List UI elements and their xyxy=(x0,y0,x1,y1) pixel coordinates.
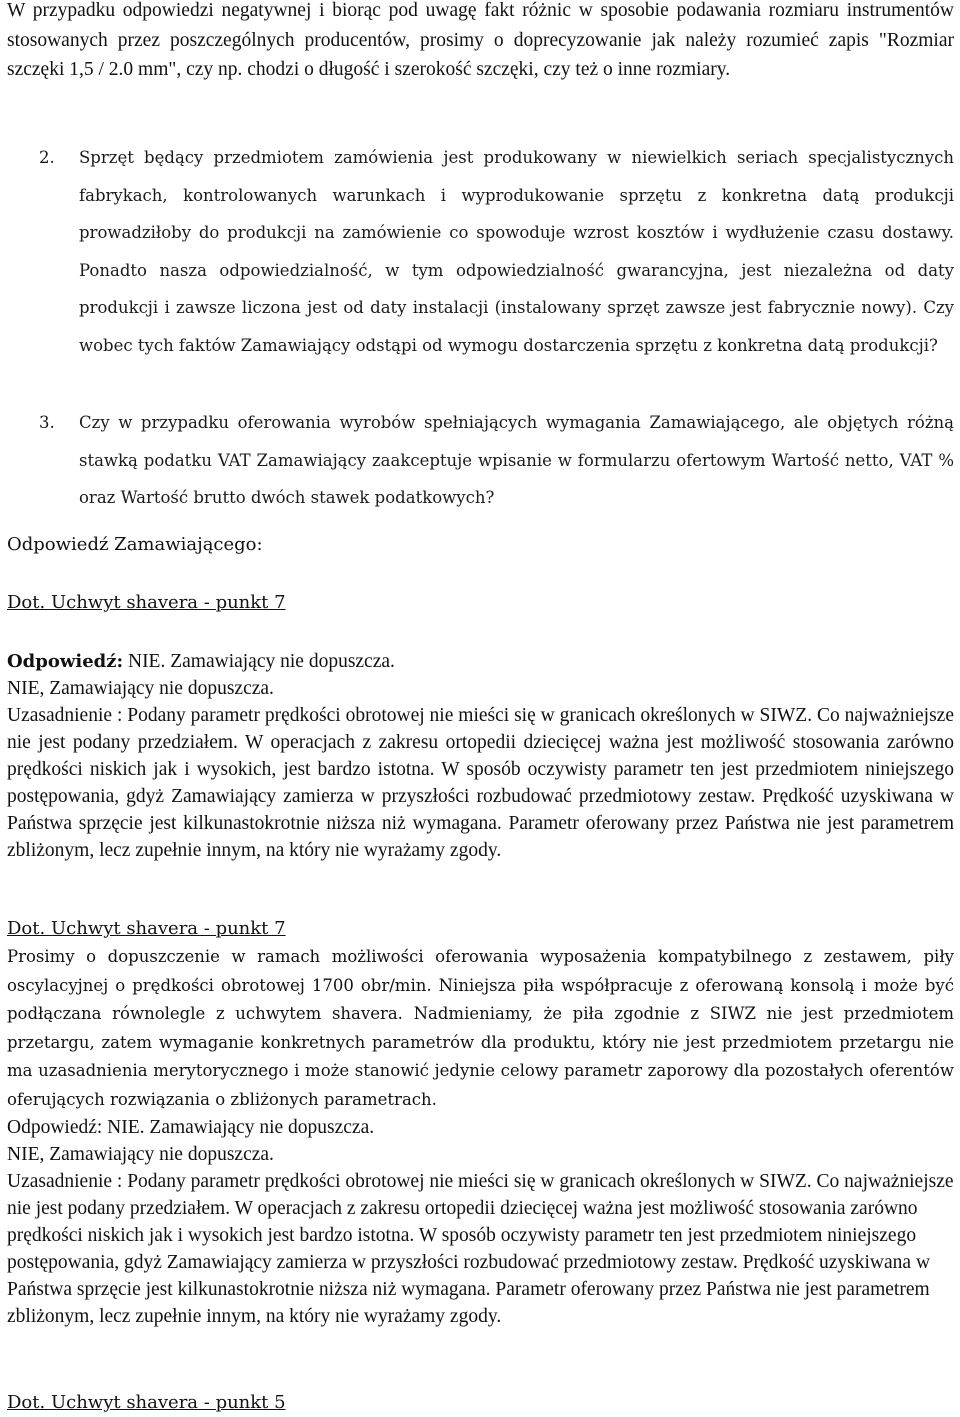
intro-paragraph: W przypadku odpowiedzi negatywnej i biorąc pod uwagę fakt różnic w sposobie podawania rozmiaru instrumentów stosowanych przez poszczególnych producentów, prosimy o doprecyzowanie jak należy rozumieć zapis "Rozmiar szczęki 1,5 / 2.0 mm", czy np. chodzi o długość i szerokość szczęki, czy też o inne rozmiary. xyxy=(7,0,954,80)
section-2-answer: Odpowiedź: NIE. Zamawiający nie dopuszcza. xyxy=(7,1117,375,1138)
section-2-justification: Uzasadnienie : Podany parametr prędkości obrotowej nie mieści się w granicach określonych w SIWZ. Co najważniejsze nie jest podany przedziałem. W operacjach z zakresu ortopedii dziecięcej ważna jest możliwość stosowania zarówno prędkości niskich jak i wysokich jest bardzo istotna. W sposób oczywisty parametr ten jest przedmiotem niniejszego postępowania, gdyż Zamawiający zamierza w przyszłości rozbudować przedmiotowy zestaw. Prędkość uzyskiwana w Państwa sprzęcie jest kilkunastokrotnie niższa niż wymagana. Parametr oferowany przez Państwa nie jest parametrem zbliżonym, lecz zupełnie innym, na który nie wyrażamy zgody. xyxy=(7,1171,954,1327)
section-1-line2: NIE, Zamawiający nie dopuszcza. xyxy=(7,678,274,699)
question-text: Sprzęt będący przedmiotem zamówienia jest produkowany w niewielkich seriach specjalistycznych fabrykach, kontrolowanych warunkach i wyprodukowanie sprzętu z konkretna datą produkcji prowadziłoby do produkcji na zamówienie co spowoduje wzrost kosztów i wydłużenie czasu dostawy. Ponadto nasza odpowiedzialność, w tym odpowiedzialność gwarancyjna, jest niezależna od daty produkcji i zawsze liczona jest od daty instalacji (instalowany sprzęt zawsze jest fabrycznie nowy). Czy wobec tych faktów Zamawiający odstąpi od wymogu dostarczenia sprzętu z konkretna datą produkcji? xyxy=(79,148,954,355)
question-text: Czy w przypadku oferowania wyrobów spełniających wymagania Zamawiającego, ale objętych różną stawką podatku VAT Zamawiający zaakceptuje wpisanie w formularzu ofertowym Wartość netto, VAT % oraz Wartość brutto dwóch stawek podatkowych? xyxy=(79,413,954,507)
question-3 xyxy=(39,404,954,517)
section-1-justification: Uzasadnienie : Podany parametr prędkości obrotowej nie mieści się w granicach określonych w SIWZ. Co najważniejsze nie jest podany przedziałem. W operacjach z zakresu ortopedii dziecięcej ważna jest możliwość stosowania zarówno prędkości niskich jak i wysokich, jest bardzo istotna. W sposób oczywisty parametr ten jest przedmiotem niniejszego postępowania, gdyż Zamawiający zamierza w przyszłości rozbudować przedmiotowy zestaw. Prędkość uzyskiwana w Państwa sprzęcie jest kilkunastokrotnie niższa niż wymagana. Parametr oferowany przez Państwa nie jest parametrem zbliżonym, lecz zupełnie innym, na który nie wyrażamy zgody. xyxy=(7,705,954,861)
question-number: 2. xyxy=(39,148,55,167)
answer-label: Odpowiedź: xyxy=(7,651,124,672)
answer-value: NIE. Zamawiający nie dopuszcza. xyxy=(123,651,395,672)
answer-heading: Odpowiedź Zamawiającego: xyxy=(7,534,263,555)
section-2-title: Dot. Uchwyt shavera - punkt 7 xyxy=(7,918,286,939)
section-2-body xyxy=(7,1114,954,1330)
section-3-title: Dot. Uchwyt shavera - punkt 5 xyxy=(7,1392,286,1413)
question-number: 3. xyxy=(39,413,55,432)
section-2-line2: NIE, Zamawiający nie dopuszcza. xyxy=(7,1144,274,1165)
section-1-answer xyxy=(7,648,954,676)
section-2-request: Prosimy o dopuszczenie w ramach możliwości oferowania wyposażenia kompatybilnego z zestawem, piły oscylacyjnej o prędkości obrotowej 1700 obr/min. Niniejsza piła współpracuje z oferowaną konsolą i może być podłączana równolegle z uchwytem shavera. Nadmieniamy, że piła zgodnie z SIWZ nie jest przedmiotem przetargu, zatem wymaganie konkretnych parametrów dla produktu, który nie jest przedmiotem przetargu nie ma uzasadnienia merytorycznego i może stanowić jedynie celowy parametr zaporowy dla pozostałych oferentów oferujących rozwiązania o zbliżonych parametrach. xyxy=(7,947,954,1109)
section-1-body xyxy=(7,675,954,864)
question-2 xyxy=(39,139,954,364)
section-1-title: Dot. Uchwyt shavera - punkt 7 xyxy=(7,592,286,613)
